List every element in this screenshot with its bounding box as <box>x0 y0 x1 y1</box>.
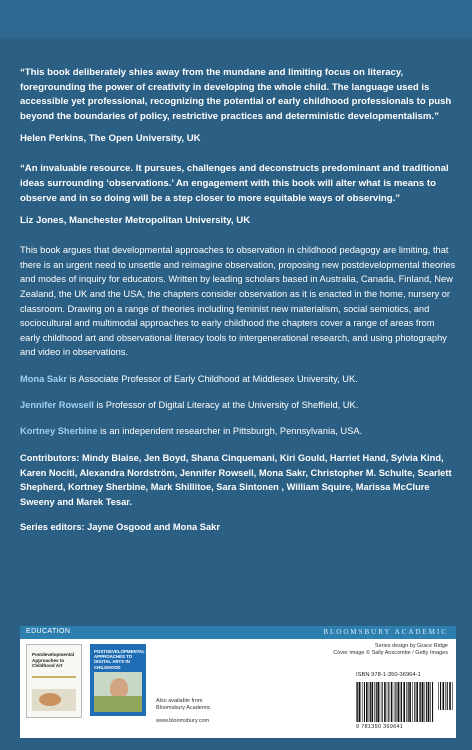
barcode-digits: 9 781350 369641 <box>356 724 404 730</box>
barcode <box>356 682 434 722</box>
editor-bio-text: is an independent researcher in Pittsburgh, Pennsylvania, USA. <box>97 425 363 436</box>
editor-bio-2 <box>20 399 456 412</box>
editor-bio-3 <box>20 425 456 438</box>
barcode-bar <box>412 682 413 722</box>
publisher-panel <box>20 626 456 738</box>
barcode-bar <box>366 682 368 722</box>
series-editors: Series editors: Jayne Osgood and Mona Sakr <box>20 522 220 533</box>
cover-rule <box>32 676 76 678</box>
barcode-bar <box>449 682 451 710</box>
endorsement-quote-2: “An invaluable resource. It pursues, challenges and deconstructs predominant and traditional ideas surrounding ‘observations.’ An engagement with this book will alter what is means to observe and in so doing will be a step closer to more equitable ways of observing.” <box>20 163 449 204</box>
top-band <box>0 0 472 38</box>
barcode-bar <box>406 682 407 722</box>
barcode-bar <box>398 682 400 722</box>
publisher-website: www.bloomsbury.com <box>156 718 210 724</box>
barcode-bar <box>387 682 388 722</box>
barcode-bar <box>403 682 405 722</box>
cover-photo <box>94 672 142 712</box>
barcode-bar <box>380 682 381 722</box>
barcode-bar <box>395 682 396 722</box>
barcode-bar <box>440 682 441 710</box>
barcode-bar <box>401 682 402 722</box>
credit-line-1: Series design by Grace Ridge <box>374 643 448 649</box>
barcode-bar <box>416 682 418 722</box>
barcode-bar <box>443 682 445 710</box>
barcode-bar <box>394 682 395 722</box>
barcode-bar <box>414 682 415 722</box>
editor-bio-text: is Associate Professor of Early Childhood at Middlesex University, UK. <box>67 373 358 384</box>
credit-line-2: Cover image © Sally Anscombe / Getty Images <box>333 650 448 656</box>
editor-bio-text: is Professor of Digital Literacy at the University of Sheffield, UK. <box>93 399 359 410</box>
barcode-bar <box>372 682 374 722</box>
barcode-bar <box>409 682 411 722</box>
barcode-bar <box>422 682 424 722</box>
barcode-bar <box>426 682 427 722</box>
contributors-list: Contributors: Mindy Blaise, Jen Boyd, Shana Cinquemani, Kiri Gould, Harriet Hand, Sylvia Kind, Karen Nociti, Alexandra Nordström, Jennifer Rowsell, Mona Sakr, Christopher M. Schulte, Scarlett Shepherd, Kortney Sherbine, Mark Shillitoe, Sara Sintonen , William Squire, Marissa McClure Sweeny and Marek Tesar. <box>20 452 452 507</box>
barcode-bar <box>382 682 383 722</box>
editor-name: Jennifer Rowsell <box>20 399 94 410</box>
barcode-bar <box>400 682 401 722</box>
barcode-bar <box>420 682 421 722</box>
barcode-bar <box>425 682 426 722</box>
also-available-line-2: Bloomsbury Academic <box>156 705 211 711</box>
barcode-bar <box>428 682 430 722</box>
also-available-line-1: Also available from <box>156 698 203 704</box>
barcode-bar <box>364 682 365 722</box>
editor-name: Mona Sakr <box>20 373 68 384</box>
isbn: ISBN 978-1-350-36964-1 <box>356 672 421 678</box>
related-book-cover-2 <box>90 644 146 716</box>
editor-name: Kortney Sherbine <box>20 425 98 436</box>
also-available <box>156 698 210 712</box>
endorsement-attribution-2: Liz Jones, Manchester Metropolitan University, UK <box>20 215 251 227</box>
publisher-logo-text: BLOOMSBURY ACADEMIC <box>323 628 448 636</box>
related-book-cover-1 <box>26 644 82 718</box>
barcode-bar <box>419 682 420 722</box>
category-label: EDUCATION <box>26 628 71 635</box>
barcode-bar <box>356 682 357 722</box>
barcode-bar <box>445 682 446 710</box>
barcode-bar <box>374 682 375 722</box>
barcode-bar <box>452 682 453 710</box>
endorsement-quote-1: “This book deliberately shies away from the mundane and limiting focus on literacy, foregrounding the power of creativity in developing the whole child. The language used is accessible yet professional, recognizing the potential of early childhood professionals to push beyond the boundaries of policy, restrictive practices and deterministic developmentalism.” <box>20 67 452 122</box>
design-credits <box>333 643 448 657</box>
editor-bio-1 <box>20 373 456 386</box>
barcode-bar <box>430 682 431 722</box>
cover-photo-figure <box>110 678 128 698</box>
barcode-bar <box>438 682 439 710</box>
related-book-title-1: Postdevelopmental Approaches to Childhood Art <box>32 652 75 668</box>
price-barcode <box>438 682 454 710</box>
barcode-bar <box>384 682 386 722</box>
barcode-bar <box>369 682 370 722</box>
barcode-bar <box>377 682 379 722</box>
barcode-bar <box>357 682 358 722</box>
barcode-bar <box>408 682 409 722</box>
back-cover-text <box>20 66 456 534</box>
barcode-bar <box>376 682 377 722</box>
barcode-bar <box>391 682 393 722</box>
cover-artwork-shape <box>39 693 61 706</box>
barcode-bar <box>359 682 361 722</box>
category-strip <box>20 626 456 639</box>
barcode-bar <box>370 682 371 722</box>
endorsement-attribution-1: Helen Perkins, The Open University, UK <box>20 133 201 145</box>
barcode-bar <box>362 682 363 722</box>
barcode-bar <box>447 682 448 710</box>
barcode-bar <box>432 682 433 722</box>
cover-photo-ground <box>94 696 142 712</box>
barcode-bar <box>388 682 389 722</box>
related-book-title-2: POSTDEVELOPMENTAL APPROACHES TO DIGITAL ARTS IN CHILDHOOD <box>94 649 145 670</box>
book-description: This book argues that developmental approaches to observation in childhood pedagogy are limiting, that there is an urgent need to unsettle and reimagine observation, proposing new postdevelopmental theories and modes of inquiry for educators. Written by leading scholars based in Australia, Canada, Finland, New Zealand, the UK and the USA, the chapters consider observation as it is enacted in the home, nursery or classroom. Drawing on a range of theories including feminist new materialism, social semiotics, and sociocultural and multimodal approaches to early childhood the chapters cover a range of areas from early childhood art and observational literacy tools to intergenerational research, and using photography and video in observations. <box>20 245 456 358</box>
